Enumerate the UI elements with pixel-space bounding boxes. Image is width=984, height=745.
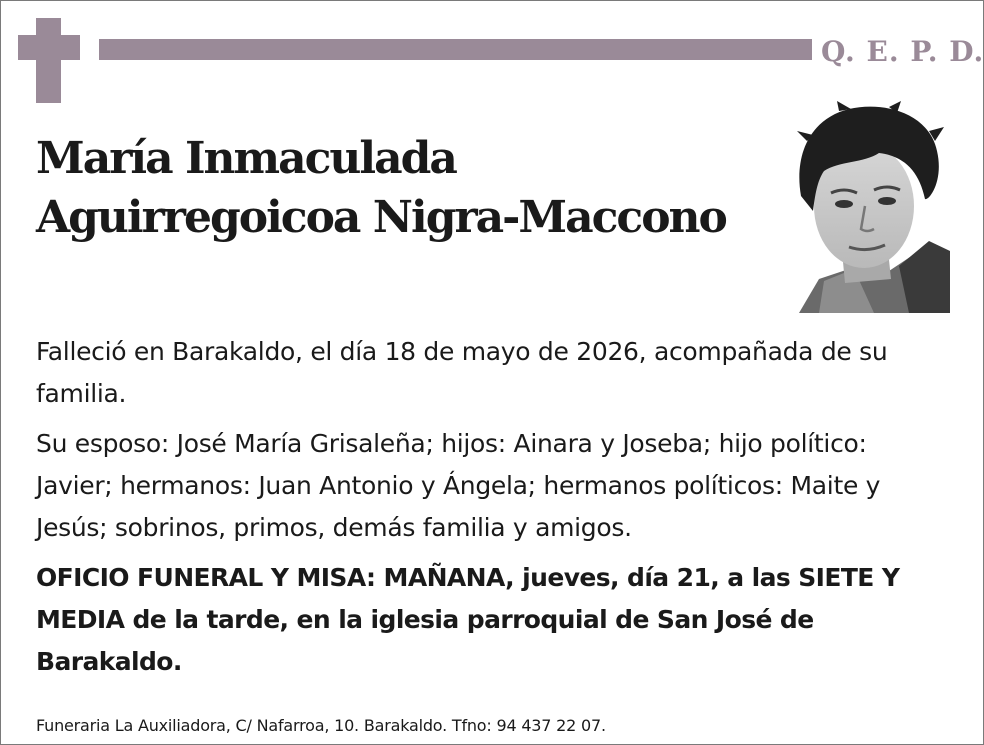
cross-icon-arm [18,35,80,60]
deceased-name-surnames: Aguirregoicoa Nigra-Maccono [36,192,726,243]
portrait-photo [779,101,950,313]
death-notice-text: Falleció en Barakaldo, el día 18 de mayo de 2026, acompañada de su familia. [36,337,888,408]
funeral-details-text: OFICIO FUNERAL Y MISA: MAÑANA, jueves, día 21, a las SIETE Y MEDIA de la tarde, en la iglesia parroquial de San José de Barakaldo. [36,563,900,676]
cross-icon [36,18,61,103]
family-list-text: Su esposo: José María Grisaleña; hijos: Ainara y Joseba; hijo político: Javier; hermanos: Juan Antonio y Ángela; hermanos políticos: Maite y Jesús; sobrinos, primos, demás familia y amigos. [36,429,881,542]
deceased-name [36,129,776,247]
header-rule [99,39,812,60]
rip-label: Q. E. P. D. [821,35,984,68]
funeral-home-info: Funeraria La Auxiliadora, C/ Nafarroa, 10. Barakaldo. Tfno: 94 437 22 07. [36,716,606,735]
deceased-name-first: María Inmaculada [36,133,456,184]
